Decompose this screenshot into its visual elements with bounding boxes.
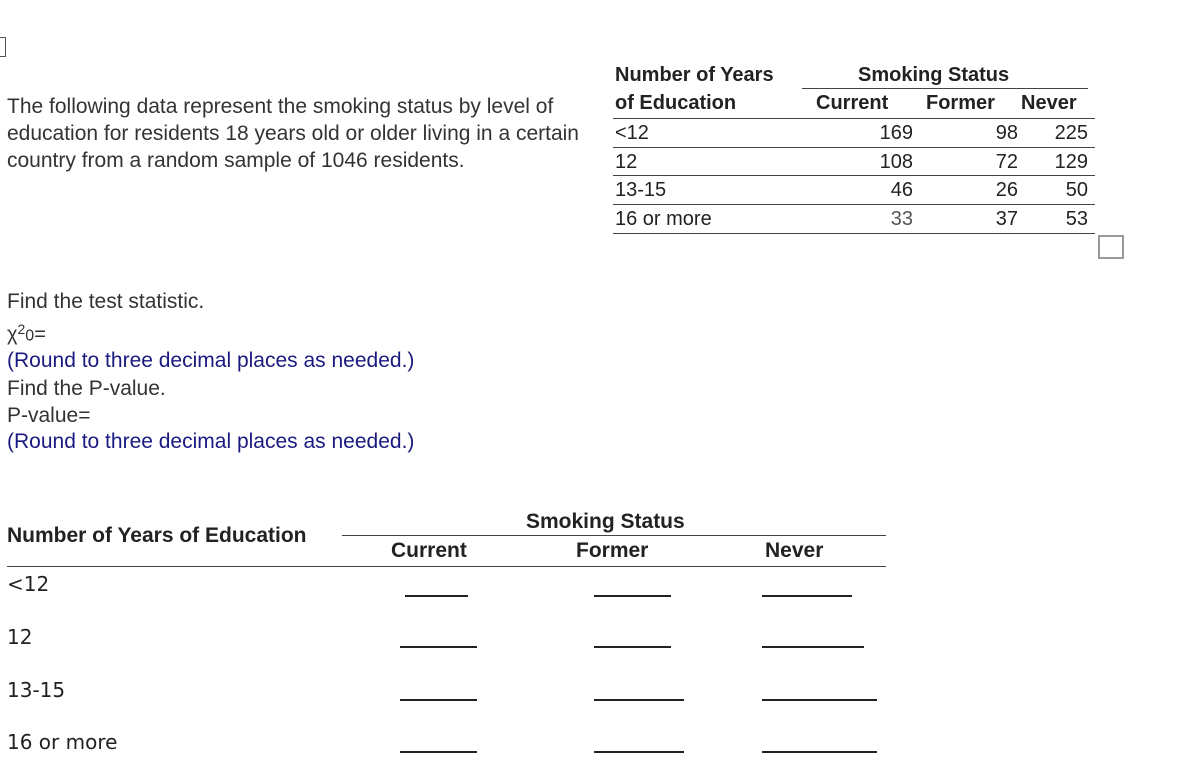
cell-never: 53 (1065, 208, 1088, 230)
cell-current: 169 (879, 122, 913, 144)
table-bottom-rule (613, 233, 1095, 234)
round-hint-2: (Round to three decimal places as needed.) (7, 430, 415, 453)
cell-never: 225 (1054, 122, 1088, 144)
expected-former-input[interactable] (594, 595, 671, 597)
row-label: 13-15 (615, 179, 667, 201)
expected-former-input[interactable] (594, 646, 671, 648)
expected-current-input[interactable] (400, 699, 477, 701)
col-current: Current (816, 92, 889, 114)
row-label: 16 or more (615, 208, 712, 230)
expected-never-input[interactable] (762, 751, 877, 753)
cell-current: 46 (890, 179, 913, 201)
answer-row-label: 12 (7, 625, 33, 649)
col-never: Never (1021, 92, 1077, 114)
cell-never: 50 (1065, 179, 1088, 201)
expected-current-input[interactable] (400, 646, 477, 648)
cell-former: 72 (995, 151, 1018, 173)
scroll-marker (0, 37, 6, 57)
answer-row-label: 16 or more (7, 730, 118, 754)
round-hint-1: (Round to three decimal places as needed.) (7, 349, 415, 372)
answer-group-header: Smoking Status (526, 510, 685, 533)
cell-former: 98 (995, 122, 1018, 144)
answer-row-header: Number of Years of Education (7, 524, 307, 547)
chi-subscript: 0 (25, 327, 35, 345)
answer-col-never: Never (765, 539, 824, 562)
chi-symbol: χ (7, 323, 18, 346)
table-copy-checkbox[interactable] (1098, 235, 1124, 259)
col-former: Former (926, 92, 995, 114)
expected-former-input[interactable] (594, 751, 684, 753)
row-rule (613, 147, 1095, 148)
chi-superscript: 2 (17, 321, 26, 337)
find-test-statistic: Find the test statistic. (7, 290, 205, 313)
row-rule (613, 204, 1095, 205)
answer-row-label: 13-15 (7, 678, 66, 702)
cell-current: 108 (879, 151, 913, 173)
answer-col-current: Current (391, 539, 467, 562)
row-label: <12 (615, 122, 649, 144)
group-header-rule (802, 88, 1088, 89)
chi-equals: = (34, 323, 46, 346)
expected-never-input[interactable] (762, 646, 864, 648)
answer-col-former: Former (576, 539, 649, 562)
header-years-line2: of Education (615, 92, 737, 114)
expected-former-input[interactable] (594, 699, 684, 701)
problem-intro: The following data represent the smoking status by level of education for residents 18 years old or older living in a certain country from a random sample of 1046 residents. (7, 95, 579, 172)
header-years-line1: Number of Years (615, 64, 774, 86)
answer-header-rule (7, 566, 886, 567)
chi-square-label (7, 320, 46, 347)
expected-never-input[interactable] (762, 699, 877, 701)
expected-never-input[interactable] (762, 595, 852, 597)
expected-current-input[interactable] (400, 751, 477, 753)
cell-current: 33 (890, 208, 913, 230)
answer-row-label: <12 (7, 572, 50, 596)
header-rule (613, 118, 1095, 119)
row-label: 12 (615, 151, 638, 173)
cell-never: 129 (1054, 151, 1088, 173)
cell-former: 26 (995, 179, 1018, 201)
header-smoking-status: Smoking Status (858, 64, 1010, 86)
find-p-value: Find the P-value. (7, 377, 166, 400)
row-rule (613, 175, 1095, 176)
p-value-label: P-value= (7, 404, 91, 427)
expected-current-input[interactable] (405, 595, 468, 597)
cell-former: 37 (995, 208, 1018, 230)
answer-group-rule (342, 535, 886, 536)
